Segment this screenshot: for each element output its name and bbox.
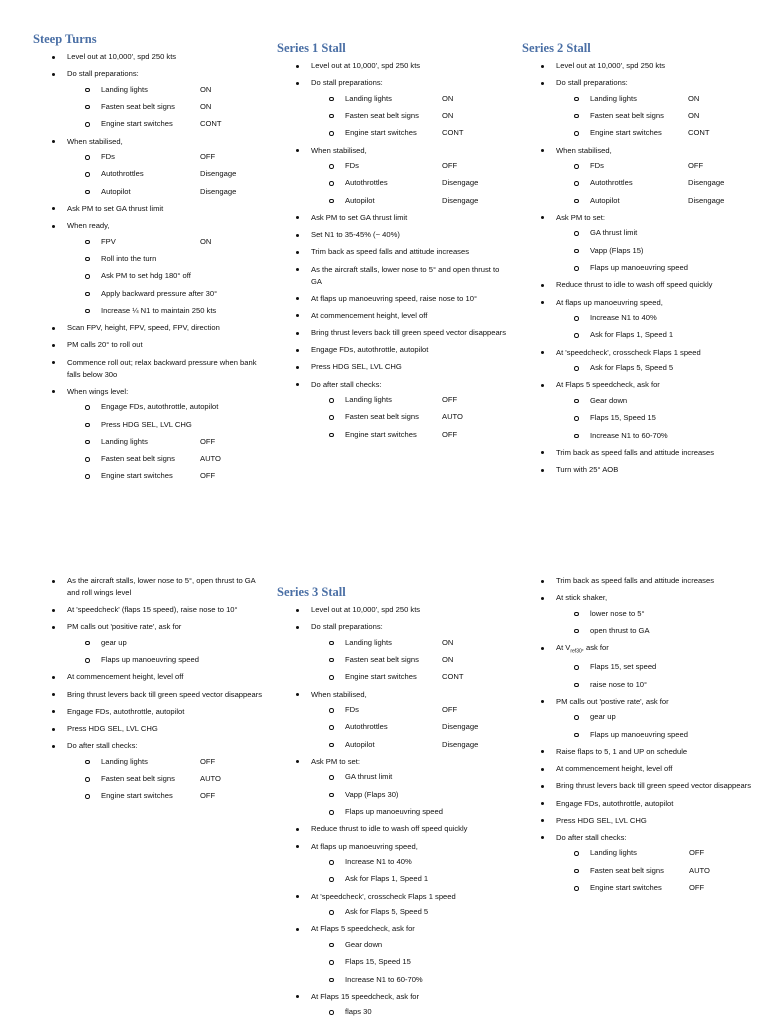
wings-label: When wings level: <box>67 386 129 396</box>
list-item <box>522 642 762 690</box>
list-item: Ask PM to set GA thrust limit <box>277 212 507 224</box>
series3-section <box>277 585 507 1024</box>
item-label: Fasten seat belt signs <box>101 101 175 111</box>
sub-item <box>67 453 263 465</box>
item-label: Landing lights <box>101 84 148 94</box>
prep-label: Do stall preparations: <box>311 78 383 88</box>
wings-sublist <box>67 401 263 482</box>
ready-sublist <box>67 236 263 317</box>
stabilised-sublist <box>311 160 507 207</box>
item-label: Fasten seat belt signs <box>590 110 664 120</box>
item-label: Engine start switches <box>345 128 417 138</box>
item-label: Landing lights <box>345 395 392 405</box>
sub-item <box>67 118 263 130</box>
sub-item: gear up <box>556 711 762 723</box>
after-sublist <box>67 756 263 803</box>
sub-item <box>556 160 757 172</box>
item-label: Engine start switches <box>590 883 662 893</box>
item-value: ON <box>200 84 212 94</box>
after-label: Do after stall checks: <box>67 741 138 751</box>
sub-item <box>67 84 263 96</box>
list-item: At 'speedcheck' (flaps 15 speed), raise nose to 10° <box>33 604 263 616</box>
sub-item: Flaps 15, set speed <box>556 661 762 673</box>
item-label: Autopilot <box>101 186 131 196</box>
item-value: Disengage <box>442 739 479 749</box>
item-label: FDs <box>101 152 115 162</box>
sub-item: Increase N1 to 60-70% <box>556 430 757 442</box>
item-value: OFF <box>442 161 458 171</box>
positive-rate-label: PM calls out 'positive rate', ask for <box>67 622 182 632</box>
flaps5-label: At Flaps 5 speedcheck, ask for <box>311 924 415 934</box>
speedcheck-label: At 'speedcheck', crosscheck Flaps 1 speed <box>311 891 456 901</box>
prep-sublist <box>311 93 507 140</box>
sub-item: Flaps up manoeuvring speed <box>556 729 762 741</box>
sub-item: Roll into the turn <box>67 253 263 265</box>
vref-subscript: ref30 <box>570 648 582 655</box>
positive-rate-label: PM calls out 'postive rate', ask for <box>556 696 669 706</box>
item-label: Autothrottles <box>345 178 388 188</box>
sub-item <box>311 93 507 105</box>
item-value: AUTO <box>200 454 221 464</box>
item-label: Autopilot <box>590 195 620 205</box>
list-item: Engage FDs, autothrottle, autopilot <box>33 706 263 718</box>
item-value: Disengage <box>442 195 479 205</box>
list-item: As the aircraft stalls, lower nose to 5°, open thrust to GA and roll wings level <box>33 575 263 599</box>
shaker-label: At stick shaker, <box>556 593 608 603</box>
sub-item <box>67 436 263 448</box>
list-item: Press HDG SEL, LVL CHG <box>522 815 762 827</box>
list-item: At flaps up manoeuvring speed, raise nose to 10° <box>277 293 507 305</box>
after-sublist <box>311 394 507 441</box>
item-label: Fasten seat belt signs <box>101 774 175 784</box>
list-item: Reduce thrust to idle to wash off speed quickly <box>277 823 507 835</box>
sub-item: Flaps 15, Speed 15 <box>311 956 507 968</box>
sub-item <box>311 671 507 683</box>
steep-turns-list <box>33 51 263 482</box>
sub-item: Increase N1 to 40% <box>556 312 757 324</box>
item-value: OFF <box>200 791 216 801</box>
item-value: CONT <box>442 128 464 138</box>
list-item: Engage FDs, autothrottle, autopilot <box>522 798 762 810</box>
ask-pm-label: Ask PM to set: <box>556 212 605 222</box>
series2-list <box>522 60 757 476</box>
list-item <box>277 379 507 441</box>
item-value: Disengage <box>200 186 237 196</box>
list-item <box>522 297 757 342</box>
flaps-up-label: At flaps up manoeuvring speed, <box>311 841 418 851</box>
list-item <box>522 379 757 441</box>
list-item: Ask PM to set GA thrust limit <box>33 203 263 215</box>
item-value: OFF <box>442 705 458 715</box>
sub-item <box>556 177 757 189</box>
sub-item <box>311 160 507 172</box>
sub-item: Vapp (Flaps 30) <box>311 789 507 801</box>
sub-item: Gear down <box>311 939 507 951</box>
sub-item: Vapp (Flaps 15) <box>556 245 757 257</box>
list-item: Turn with 25° AOB <box>522 464 757 476</box>
series1-list <box>277 60 507 441</box>
list-item <box>522 592 762 637</box>
list-item: At commencement height, level off <box>33 671 263 683</box>
list-item: At commencement height, level off <box>522 763 762 775</box>
series1-title: Series 1 Stall <box>277 41 346 55</box>
sub-item <box>556 882 762 894</box>
list-item: Bring thrust levers back till green speed vector disappears <box>33 689 263 701</box>
sub-item <box>311 429 507 441</box>
ready-label: When ready, <box>67 221 110 231</box>
prep-sublist <box>67 84 263 131</box>
flaps15-sublist <box>311 1006 507 1018</box>
list-item <box>277 145 507 207</box>
item-value: Disengage <box>688 178 725 188</box>
speedcheck-label: At 'speedcheck', crosscheck Flaps 1 speed <box>556 347 701 357</box>
sub-item <box>311 721 507 733</box>
sub-item: Ask for Flaps 5, Speed 5 <box>556 362 757 374</box>
list-item: Level out at 10,000', spd 250 kts <box>522 60 757 72</box>
positive-rate-sublist <box>67 637 263 666</box>
list-item <box>277 689 507 751</box>
sub-item: Ask for Flaps 1, Speed 1 <box>311 873 507 885</box>
ask-pm-sublist <box>556 227 757 274</box>
item-label: Fasten seat belt signs <box>345 412 419 422</box>
sub-item <box>311 394 507 406</box>
list-item <box>522 212 757 274</box>
series2-continued-list <box>33 575 263 802</box>
sub-item <box>311 177 507 189</box>
sub-item <box>67 186 263 198</box>
sub-item <box>556 847 762 859</box>
item-value: ON <box>200 236 212 246</box>
sub-item: raise nose to 10° <box>556 679 762 691</box>
item-label: Landing lights <box>345 637 392 647</box>
list-item <box>522 77 757 139</box>
list-item <box>33 740 263 802</box>
stabilised-sublist <box>311 704 507 751</box>
item-label: Engine start switches <box>101 791 173 801</box>
flaps15-label: At Flaps 15 speedcheck, ask for <box>311 991 420 1001</box>
item-label: Autothrottles <box>101 169 144 179</box>
sub-item: Ask PM to set hdg 180° off <box>67 270 263 282</box>
item-label: Landing lights <box>590 848 637 858</box>
sub-item: gear up <box>67 637 263 649</box>
steep-turns-title: Steep Turns <box>33 32 97 46</box>
speedcheck-sublist <box>556 362 757 374</box>
item-value: OFF <box>200 756 216 766</box>
sub-item: Gear down <box>556 395 757 407</box>
item-label: FPV <box>101 236 116 246</box>
speedcheck-sublist <box>311 906 507 918</box>
item-label: Landing lights <box>590 93 637 103</box>
list-item: Set N1 to 35-45% (~ 40%) <box>277 229 507 241</box>
sub-item: Flaps 15, Speed 15 <box>556 412 757 424</box>
sub-item: Flaps up manoeuvring speed <box>311 806 507 818</box>
list-item <box>277 756 507 818</box>
prep-sublist <box>311 637 507 684</box>
series2-title: Series 2 Stall <box>522 41 591 55</box>
after-sublist <box>556 847 762 894</box>
item-value: Disengage <box>442 178 479 188</box>
flaps5-label: At Flaps 5 speedcheck, ask for <box>556 380 660 390</box>
sub-item: Increase ¼ N1 to maintain 250 kts <box>67 305 263 317</box>
stabilised-label: When stabilised, <box>311 689 367 699</box>
item-label: Autothrottles <box>345 722 388 732</box>
list-item: Level out at 10,000', spd 250 kts <box>277 604 507 616</box>
item-value: ON <box>442 110 454 120</box>
item-value: Disengage <box>442 722 479 732</box>
item-value: Disengage <box>200 169 237 179</box>
list-item: Commence roll out; relax backward pressure when bank falls below 30o <box>33 357 263 381</box>
sub-item: Ask for Flaps 1, Speed 1 <box>556 329 757 341</box>
item-label: Fasten seat belt signs <box>101 454 175 464</box>
list-item: As the aircraft stalls, lower nose to 5° and open thrust to GA <box>277 264 507 288</box>
series2-section <box>522 41 757 481</box>
list-item: Bring thrust levers back till green speed vector disappears <box>277 327 507 339</box>
flaps-up-sublist <box>556 312 757 341</box>
list-item <box>522 145 757 207</box>
flaps5-sublist <box>556 395 757 442</box>
item-label: Engine start switches <box>345 672 417 682</box>
item-value: OFF <box>689 848 705 858</box>
item-value: OFF <box>442 429 458 439</box>
vref-suffix: , ask for <box>581 643 609 653</box>
list-item: Engage FDs, autothrottle, autopilot <box>277 344 507 356</box>
list-item <box>277 891 507 919</box>
ask-pm-label: Ask PM to set: <box>311 756 360 766</box>
item-value: AUTO <box>689 865 710 875</box>
list-item <box>33 68 263 130</box>
list-item <box>33 621 263 666</box>
item-value: ON <box>688 93 700 103</box>
list-item: Level out at 10,000', spd 250 kts <box>277 60 507 72</box>
flaps-up-label: At flaps up manoeuvring speed, <box>556 297 663 307</box>
stabilised-sublist <box>67 151 263 198</box>
list-item: At commencement height, level off <box>277 310 507 322</box>
stabilised-label: When stabilised, <box>556 145 612 155</box>
sub-item: lower nose to 5° <box>556 608 762 620</box>
item-value: AUTO <box>200 774 221 784</box>
series2-continued-section <box>33 575 263 808</box>
item-label: Fasten seat belt signs <box>345 110 419 120</box>
prep-label: Do stall preparations: <box>67 69 139 79</box>
item-label: FDs <box>345 161 359 171</box>
list-item: Raise flaps to 5, 1 and UP on schedule <box>522 746 762 758</box>
ask-pm-sublist <box>311 771 507 818</box>
list-item: Bring thrust levers back till green speed vector disappears <box>522 780 762 792</box>
item-value: Disengage <box>688 195 725 205</box>
sub-item <box>556 865 762 877</box>
sub-item: Press HDG SEL, LVL CHG <box>67 419 263 431</box>
vref-prefix: At V <box>556 643 571 653</box>
item-label: Fasten seat belt signs <box>590 865 664 875</box>
list-item <box>33 220 263 317</box>
sub-item <box>311 411 507 423</box>
sub-item: flaps 30 <box>311 1006 507 1018</box>
item-value: ON <box>688 110 700 120</box>
item-label: Autopilot <box>345 195 375 205</box>
sub-item <box>67 790 263 802</box>
positive-rate-sublist <box>556 711 762 740</box>
sub-item <box>556 195 757 207</box>
sub-item <box>311 654 507 666</box>
item-label: Engine start switches <box>345 429 417 439</box>
item-value: OFF <box>688 161 704 171</box>
item-value: OFF <box>200 436 216 446</box>
series1-section <box>277 41 507 446</box>
list-item <box>277 621 507 683</box>
item-value: CONT <box>688 128 710 138</box>
prep-label: Do stall preparations: <box>311 622 383 632</box>
item-label: Engine start switches <box>590 128 662 138</box>
item-value: OFF <box>689 883 705 893</box>
sub-item: Flaps up manoeuvring speed <box>556 262 757 274</box>
sub-item <box>556 110 757 122</box>
item-label: Landing lights <box>101 436 148 446</box>
list-item <box>522 832 762 894</box>
item-value: CONT <box>200 119 222 129</box>
list-item: PM calls 20° to roll out <box>33 339 263 351</box>
stabilised-label: When stabilised, <box>311 145 367 155</box>
sub-item <box>67 756 263 768</box>
item-label: Autopilot <box>345 739 375 749</box>
sub-item <box>311 739 507 751</box>
sub-item <box>67 470 263 482</box>
item-label: FDs <box>590 161 604 171</box>
shaker-sublist <box>556 608 762 637</box>
sub-item <box>556 127 757 139</box>
item-value: OFF <box>442 395 458 405</box>
flaps5-sublist <box>311 939 507 986</box>
stabilised-sublist <box>556 160 757 207</box>
list-item: Press HDG SEL, LVL CHG <box>277 361 507 373</box>
list-item <box>277 923 507 985</box>
item-label: Landing lights <box>101 756 148 766</box>
sub-item <box>311 110 507 122</box>
sub-item <box>67 236 263 248</box>
sub-item <box>67 773 263 785</box>
list-item: Level out at 10,000', spd 250 kts <box>33 51 263 63</box>
list-item <box>33 136 263 198</box>
list-item <box>277 991 507 1019</box>
item-label: FDs <box>345 705 359 715</box>
sub-item: Flaps up manoeuvring speed <box>67 654 263 666</box>
list-item: Press HDG SEL, LVL CHG <box>33 723 263 735</box>
item-label: Engine start switches <box>101 119 173 129</box>
sub-item <box>311 637 507 649</box>
flaps-up-sublist <box>311 856 507 885</box>
sub-item: Ask for Flaps 5, Speed 5 <box>311 906 507 918</box>
sub-item <box>311 195 507 207</box>
item-label: Landing lights <box>345 93 392 103</box>
item-label: Autothrottles <box>590 178 633 188</box>
prep-sublist <box>556 93 757 140</box>
series3-list <box>277 604 507 1018</box>
list-item <box>277 841 507 886</box>
item-value: AUTO <box>442 412 463 422</box>
sub-item <box>67 101 263 113</box>
sub-item <box>311 127 507 139</box>
sub-item: Engage FDs, autothrottle, autopilot <box>67 401 263 413</box>
list-item <box>33 386 263 483</box>
list-item <box>522 347 757 375</box>
sub-item <box>556 93 757 105</box>
list-item: Trim back as speed falls and attitude increases <box>277 246 507 258</box>
item-value: ON <box>442 654 454 664</box>
list-item: Trim back as speed falls and attitude increases <box>522 575 762 587</box>
series3-title: Series 3 Stall <box>277 585 346 599</box>
stabilised-label: When stabilised, <box>67 136 123 146</box>
item-value: OFF <box>200 471 216 481</box>
item-label: Fasten seat belt signs <box>345 654 419 664</box>
vref-sublist <box>556 661 762 690</box>
after-label: Do after stall checks: <box>311 379 382 389</box>
prep-label: Do stall preparations: <box>556 78 628 88</box>
sub-item: Increase N1 to 60-70% <box>311 974 507 986</box>
after-label: Do after stall checks: <box>556 832 627 842</box>
sub-item: Increase N1 to 40% <box>311 856 507 868</box>
list-item <box>522 696 762 741</box>
sub-item: GA thrust limit <box>311 771 507 783</box>
sub-item: open thrust to GA <box>556 625 762 637</box>
list-item <box>277 77 507 139</box>
sub-item <box>311 704 507 716</box>
item-label: Engine start switches <box>101 471 173 481</box>
sub-item: GA thrust limit <box>556 227 757 239</box>
item-value: CONT <box>442 672 464 682</box>
sub-item <box>67 168 263 180</box>
item-value: OFF <box>200 152 216 162</box>
sub-item: Apply backward pressure after 30° <box>67 288 263 300</box>
item-value: ON <box>442 93 454 103</box>
series3-continued-list <box>522 575 762 894</box>
list-item: Reduce thrust to idle to wash off speed quickly <box>522 279 757 291</box>
series3-continued-section <box>522 575 762 899</box>
list-item: Trim back as speed falls and attitude increases <box>522 447 757 459</box>
item-value: ON <box>200 101 212 111</box>
steep-turns-section <box>33 32 263 488</box>
list-item: Scan FPV, height, FPV, speed, FPV, direction <box>33 322 263 334</box>
item-value: ON <box>442 637 454 647</box>
sub-item <box>67 151 263 163</box>
